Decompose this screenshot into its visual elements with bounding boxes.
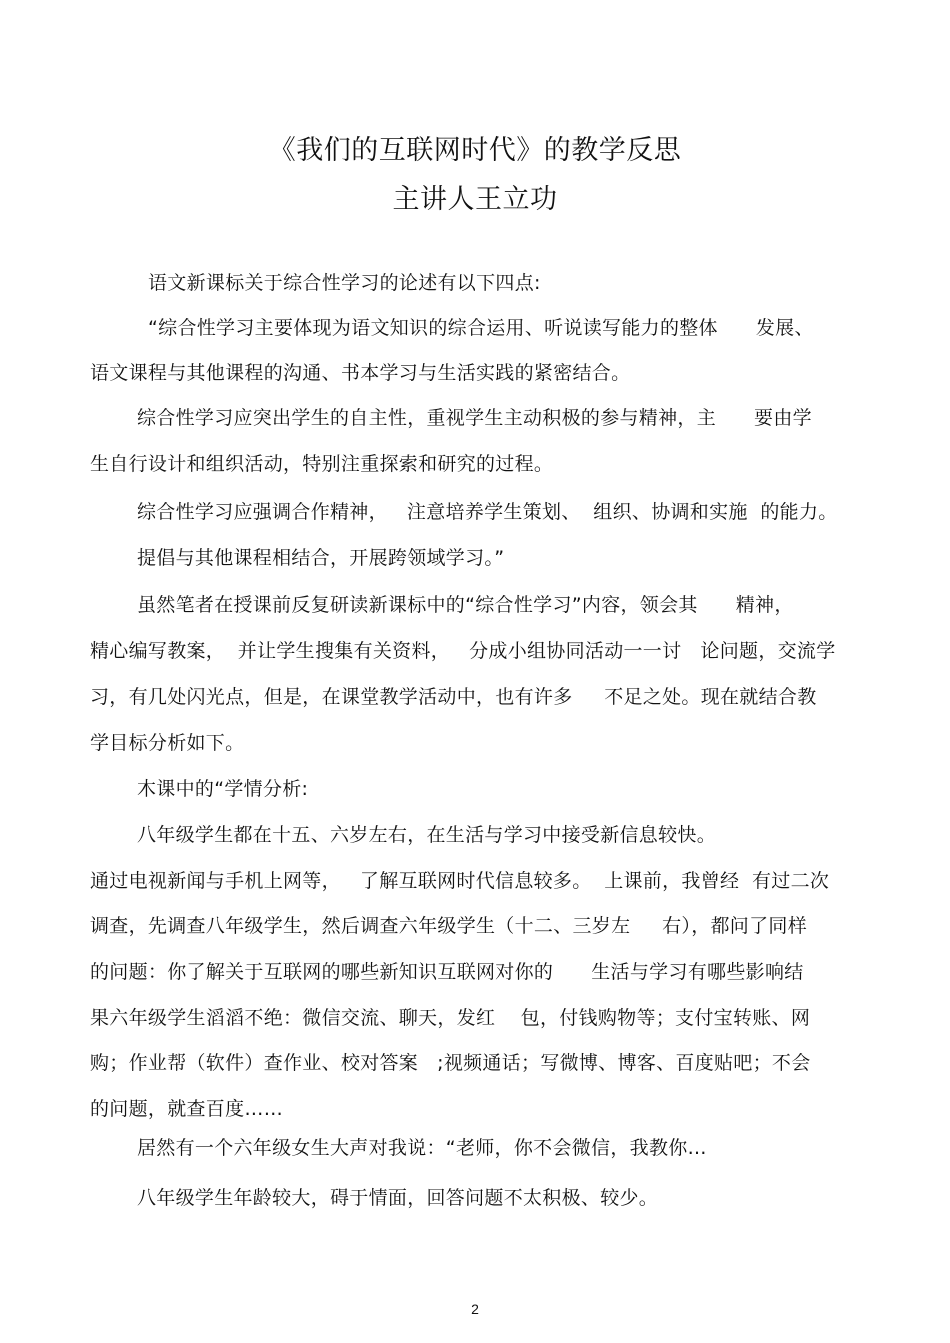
body-line: 生自行设计和组织活动，特别注重探索和研究的过程。 <box>90 453 554 475</box>
body-line: 综合性学习应强调合作精神， 注意培养学生策划、 组织、协调和实施 的能力。 <box>137 501 838 523</box>
body-line: 果六年级学生滔滔不绝：微信交流、聊天，发红 包，付钱购物等；支付宝转账、网 <box>90 1007 811 1029</box>
body-line: “综合性学习主要体现为语文知识的综合运用、听说读写能力的整体 发展、 <box>148 317 814 339</box>
body-line: 综合性学习应突出学生的自主性，重视学生主动积极的参与精神，主 要由学 <box>137 407 812 429</box>
page-number: 2 <box>471 1301 479 1317</box>
body-line: 习，有几处闪光点，但是，在课堂教学活动中，也有许多 不足之处。现在就结合教 <box>90 686 817 708</box>
document-title: 《我们的互联网时代》的教学反思 <box>268 135 682 166</box>
body-line: 虽然笔者在授课前反复研读新课标中的“综合性学习”内容，领会其 精神， <box>137 594 794 616</box>
body-line: 语文新课标关于综合性学习的论述有以下四点: <box>148 272 541 294</box>
body-line: 木课中的“学情分析: <box>137 778 309 800</box>
document-subtitle: 主讲人王立功 <box>392 184 558 215</box>
body-line: 八年级学生都在十五、六岁左右，在生活与学习中接受新信息较快。 <box>137 824 717 846</box>
body-line: 提倡与其他课程相结合，开展跨领域学习。” <box>137 547 505 569</box>
body-line: 的问题，就查百度…… <box>90 1098 284 1120</box>
body-line: 调查，先调查八年级学生，然后调查六年级学生（十二、三岁左 右），都问了同样 <box>90 915 807 937</box>
body-line: 八年级学生年龄较大，碍于情面，回答问题不太积极、较少。 <box>137 1187 659 1209</box>
body-line: 语文课程与其他课程的沟通、书本学习与生活实践的紧密结合。 <box>90 362 631 384</box>
body-line: 居然有一个六年级女生大声对我说：“老师，你不会微信，我教你… <box>137 1137 707 1159</box>
body-line: 的问题：你了解关于互联网的哪些新知识互联网对你的 生活与学习有哪些影响结 <box>90 961 804 983</box>
body-line: 学目标分析如下。 <box>90 732 245 754</box>
body-line: 精心编写教案， 并让学生搜集有关资料， 分成小组协同活动一一讨 论问题，交流学 <box>90 640 836 662</box>
body-line: 购；作业帮（软件）查作业、校对答案 ;视频通话；写微博、博客、百度贴吧；不会 <box>90 1052 811 1074</box>
body-line: 通过电视新闻与手机上网等， 了解互联网时代信息较多。 上课前，我曾经 有过二次 <box>90 870 830 892</box>
